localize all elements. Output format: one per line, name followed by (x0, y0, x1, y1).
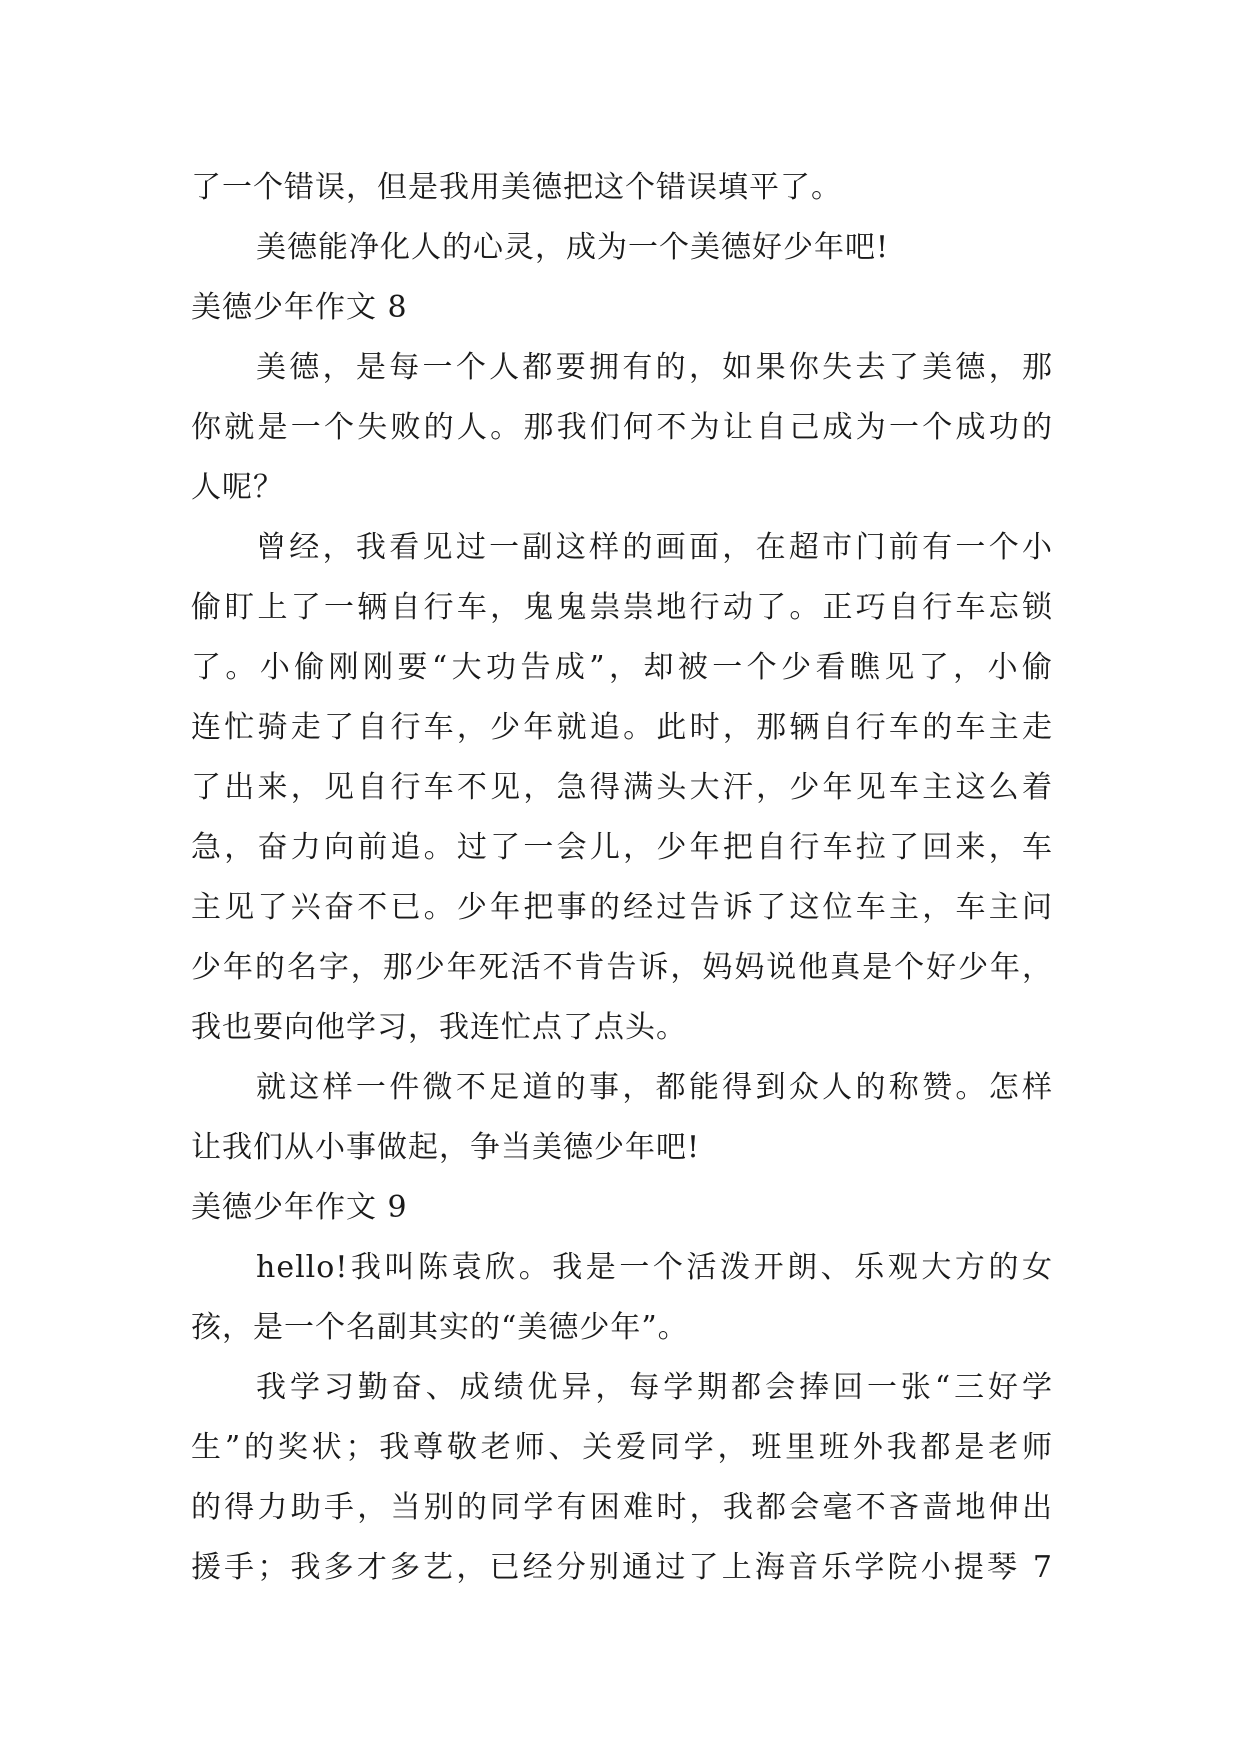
text-line: 曾经，我看见过一副这样的画面，在超市门前有一个小 (256, 530, 1053, 565)
text-line: 少年的名字，那少年死活不肯告诉，妈妈说他真是个好少年， (191, 950, 1053, 985)
text-line: 就这样一件微不足道的事，都能得到众人的称赞。怎样 (256, 1070, 1053, 1105)
text-line: 援手；我多才多艺，已经分别通过了上海音乐学院小提琴 7 (191, 1550, 1053, 1585)
paragraph (191, 338, 1053, 518)
paragraph (191, 1358, 1053, 1598)
text-line: 孩，是一个名副其实的“美德少年”。 (191, 1310, 689, 1345)
section-heading: 美德少年作文 9 (191, 1190, 408, 1225)
text-line: 连忙骑走了自行车，少年就追。此时，那辆自行车的车主走 (191, 710, 1053, 745)
text-line: 主见了兴奋不已。少年把事的经过告诉了这位车主，车主问 (191, 890, 1053, 925)
text-line: 你就是一个失败的人。那我们何不为让自己成为一个成功的 (191, 410, 1053, 445)
text-line: 美德，是每一个人都要拥有的，如果你失去了美德，那 (256, 350, 1053, 385)
text-line: 美德能净化人的心灵，成为一个美德好少年吧! (256, 230, 890, 265)
text-line: 我也要向他学习，我连忙点了点头。 (191, 1010, 687, 1045)
paragraph (191, 518, 1053, 1058)
paragraph (191, 218, 1053, 278)
paragraph (191, 158, 1053, 218)
text-line: 急，奋力向前追。过了一会儿，少年把自行车拉了回来，车 (191, 830, 1053, 865)
text-line: hello!我叫陈袁欣。我是一个活泼开朗、乐观大方的女 (256, 1250, 1053, 1285)
document-body (191, 158, 1053, 1598)
text-line: 我学习勤奋、成绩优异，每学期都会捧回一张“三好学 (256, 1370, 1053, 1405)
paragraph (191, 1238, 1053, 1358)
text-line: 了一个错误，但是我用美德把这个错误填平了。 (191, 170, 842, 205)
text-line: 偷盯上了一辆自行车，鬼鬼祟祟地行动了。正巧自行车忘锁 (191, 590, 1053, 625)
text-line: 了出来，见自行车不见，急得满头大汗，少年见车主这么着 (191, 770, 1053, 805)
text-line: 的得力助手，当别的同学有困难时，我都会毫不吝啬地伸出 (191, 1490, 1053, 1525)
text-line: 了。小偷刚刚要“大功告成”，却被一个少看瞧见了，小偷 (191, 650, 1053, 685)
text-line: 生”的奖状；我尊敬老师、关爱同学，班里班外我都是老师 (191, 1430, 1053, 1465)
text-line: 让我们从小事做起，争当美德少年吧! (191, 1130, 701, 1165)
text-line: 人呢？ (191, 470, 284, 505)
paragraph (191, 1058, 1053, 1178)
section-heading: 美德少年作文 8 (191, 290, 408, 325)
